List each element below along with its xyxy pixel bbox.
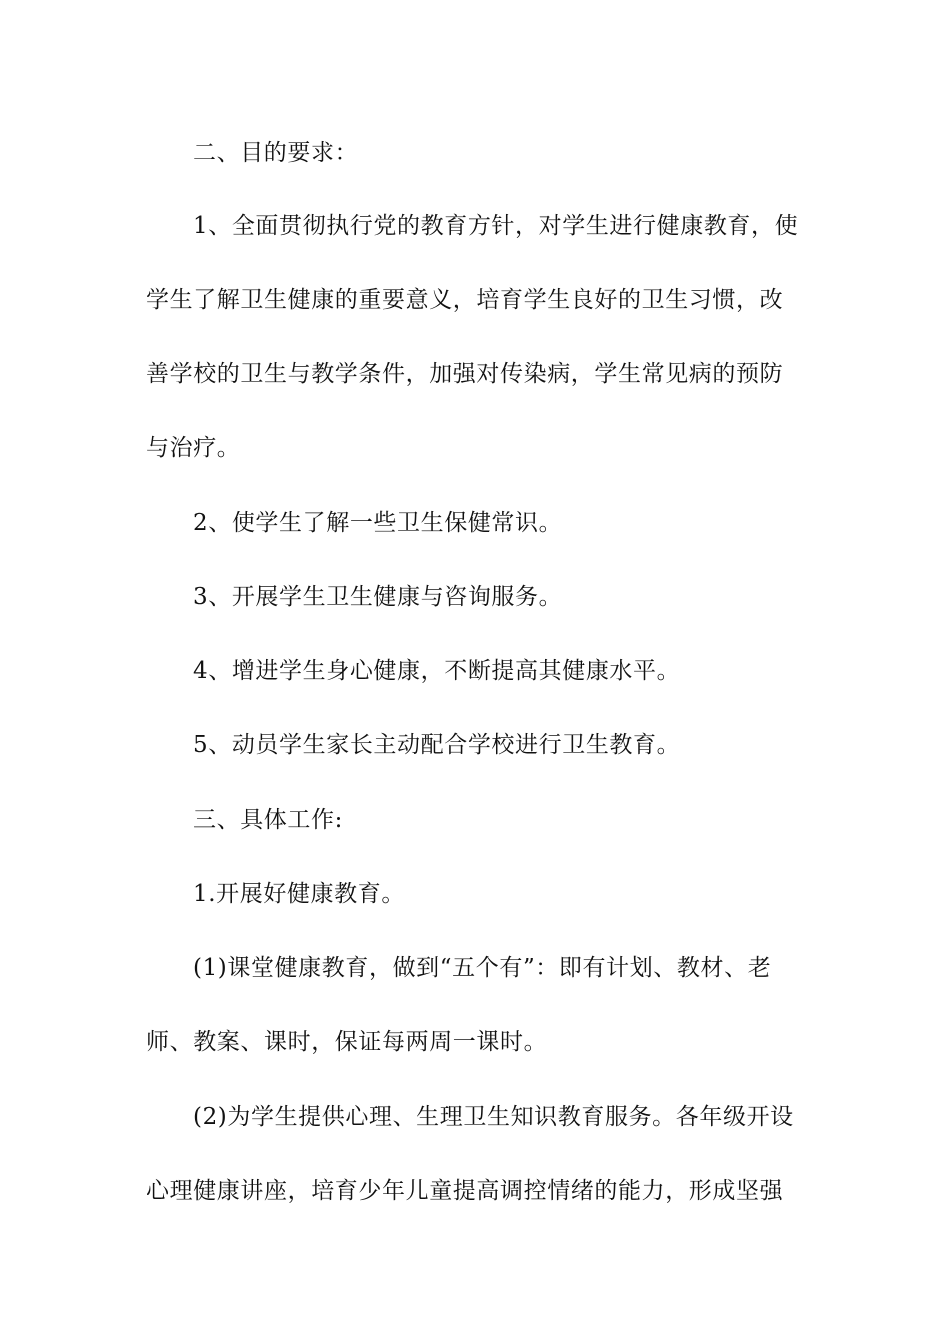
section-heading-work: 三、具体工作:: [193, 807, 343, 833]
paragraph-line: (1)课堂健康教育，做到“五个有”：即有计划、教材、老: [193, 955, 772, 981]
paragraph-line: 5、动员学生家长主动配合学校进行卫生教育。: [193, 732, 681, 758]
section-heading-goals: 二、目的要求：: [193, 140, 359, 166]
paragraph-line: 3、开展学生卫生健康与咨询服务。: [193, 584, 563, 610]
paragraph-line: (2)为学生提供心理、生理卫生知识教育服务。各年级开设: [193, 1104, 794, 1130]
paragraph-line: 善学校的卫生与教学条件，加强对传染病，学生常见病的预防: [146, 361, 784, 387]
paragraph-line: 1、全面贯彻执行党的教育方针，对学生进行健康教育，使: [193, 213, 799, 239]
paragraph-line: 与治疗。: [146, 435, 241, 461]
paragraph-line: 师、教案、课时，保证每两周一课时。: [146, 1029, 548, 1055]
paragraph-line: 4、增进学生身心健康，不断提高其健康水平。: [193, 658, 681, 684]
paragraph-line: 2、使学生了解一些卫生保健常识。: [193, 510, 563, 536]
paragraph-line: 1.开展好健康教育。: [193, 881, 405, 907]
paragraph-line: 学生了解卫生健康的重要意义，培育学生良好的卫生习惯，改: [146, 287, 784, 313]
paragraph-line: 心理健康讲座，培育少年儿童提高调控情绪的能力，形成坚强: [146, 1178, 784, 1204]
